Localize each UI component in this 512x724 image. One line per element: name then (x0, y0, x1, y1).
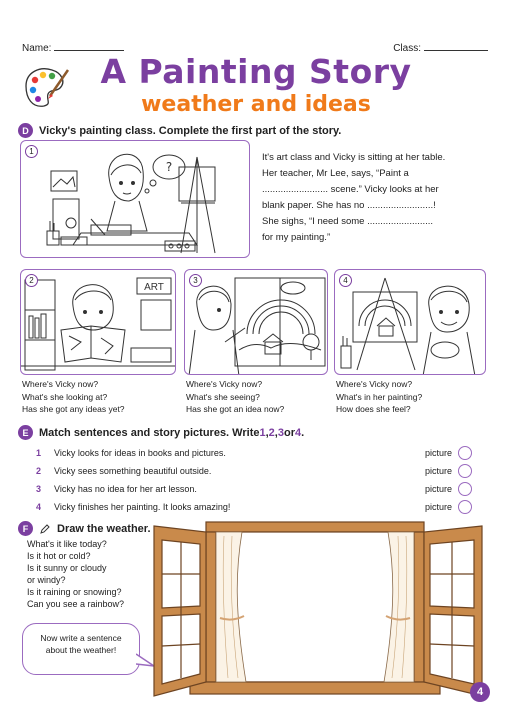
section-e-heading: E Match sentences and story pictures. Write 1 , 2 , 3 or 4 . (18, 425, 304, 440)
weather-questions: What's it like today? Is it hot or cold? Is it sunny or cloudy or windy? Is it raining or snowing? Can you see a rainbow? (27, 539, 125, 609)
svg-text:?: ? (165, 160, 173, 174)
story-panel-2: 2 ART (20, 269, 176, 375)
section-badge: D (18, 123, 33, 138)
story-panel-3: 3 (184, 269, 328, 375)
story-text: It's art class and Vicky is sitting at her table. Her teacher, Mr Lee, says, “Paint a ......................... scene.” Vicky looks at her blank paper. She has no .........................! She sighs, “I need some ......................... for my painting.” (262, 152, 446, 243)
speech-bubble: Now write a sentence about the weather! (22, 623, 140, 675)
girl-window-rainbow-illustration (185, 270, 328, 375)
page-number: 4 (470, 682, 490, 702)
panel-3-questions: Where's Vicky now? What's she seeing? Has she got an idea now? (186, 379, 285, 414)
page-title: A Painting Story (100, 52, 412, 91)
panel-2-questions: Where's Vicky now? What's she looking at? Has she got any ideas yet? (22, 379, 125, 414)
match-row: 4 Vicky finishes her painting. It looks amazing! picture (36, 499, 472, 514)
girl-painting-illustration (335, 270, 486, 375)
section-f-heading: F Draw the weather. (18, 521, 151, 536)
section-badge: E (18, 425, 33, 440)
match-row: 2 Vicky sees something beautiful outside. picture (36, 463, 472, 478)
match-row: 1 Vicky looks for ideas in books and pictures. picture (36, 445, 472, 460)
answer-circle[interactable] (458, 482, 472, 496)
name-field[interactable]: Name: (22, 43, 124, 54)
window-frame-drawing (150, 518, 486, 704)
story-panel-4: 4 (334, 269, 486, 375)
panel-4-questions: Where's Vicky now? What's in her painting? How does she feel? (336, 379, 423, 414)
svg-text:ART: ART (144, 282, 164, 293)
answer-circle[interactable] (458, 500, 472, 514)
class-field[interactable]: Class: (393, 43, 488, 54)
match-row: 3 Vicky has no idea for her art lesson. picture (36, 481, 472, 496)
pencil-icon (39, 523, 51, 535)
answer-circle[interactable] (458, 446, 472, 460)
story-panel-1: 1 ? (20, 140, 250, 258)
answer-circle[interactable] (458, 464, 472, 478)
section-badge: F (18, 521, 33, 536)
section-d-heading: D Vicky's painting class. Complete the first part of the story. (18, 123, 341, 138)
girl-thinking-illustration (21, 141, 250, 258)
drawing-area (216, 532, 414, 682)
girl-reading-illustration (21, 270, 176, 375)
page-subtitle: weather and ideas (141, 92, 371, 117)
